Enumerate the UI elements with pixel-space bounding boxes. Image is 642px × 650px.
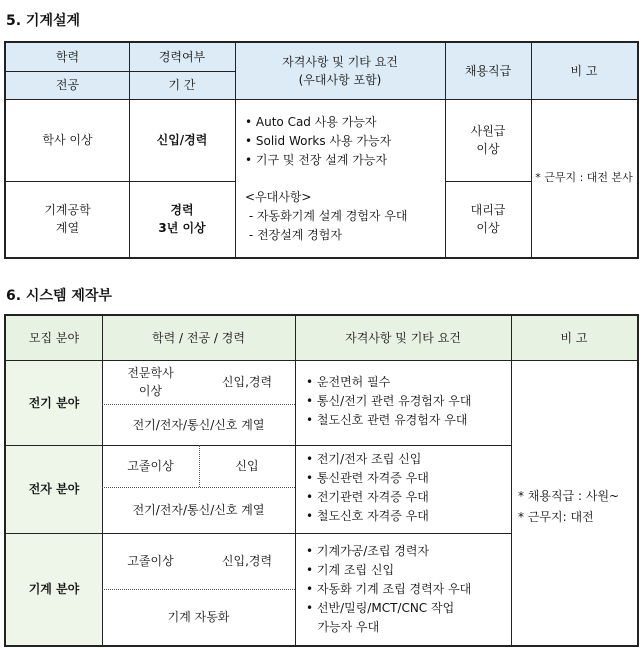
mechanical-experience: 신입,경력: [221, 554, 273, 568]
qualification-item: • 기계가공/조립 경력자: [306, 544, 430, 558]
qualification-item: • 운전면허 필수: [306, 375, 391, 389]
rank-1-line2: 이상: [476, 142, 500, 156]
electric-major: 전기/전자/통신/신호 계열: [132, 417, 265, 432]
note-rank: * 채용직급 : 사원~: [518, 489, 620, 503]
row2-major-line2: 계열: [55, 221, 80, 235]
qualification-item: • 통신/전기 관련 유경험자 우대: [306, 394, 472, 408]
qualification-item: • 선반/밀링/MCT/CNC 작업: [306, 601, 455, 615]
qualification-item: • 전기관련 자격증 우대: [306, 490, 429, 504]
electric-experience: 신입,경력: [221, 375, 273, 389]
electric-degree-line2: 이상: [138, 384, 163, 398]
row2-experience: [129, 181, 235, 257]
header-degree: 학력: [6, 43, 129, 71]
header-rank: 채용직급: [445, 43, 531, 99]
qualification-item: • 전기/전자 조립 신입: [306, 452, 422, 466]
qualification-item: • 기구 및 전장 설계 가능자: [245, 153, 388, 167]
row1-experience: 신입/경력: [156, 133, 208, 147]
header-note: 비 고: [531, 43, 637, 99]
rank-2-line1: 대리급: [470, 203, 506, 217]
mechanical-degree: 고졸이상: [127, 554, 174, 568]
qualification-item: • Solid Works 사용 가능자: [245, 134, 392, 148]
qualification-item: • 기계 조립 신입: [306, 563, 395, 577]
electronics-qualification-list: [306, 450, 429, 526]
preference-title: <우대사항>: [245, 190, 312, 204]
rank-1-line1: 사원급: [470, 124, 506, 138]
row2-experience-line1: 경력: [170, 203, 194, 217]
section-6-note: [518, 486, 619, 528]
row1-degree: 학사 이상: [42, 133, 93, 147]
header-qualification: 자격사항 및 기타 요건: [295, 316, 511, 360]
field-electronics: 전자 분야: [6, 445, 102, 533]
header-major: 전공: [6, 71, 129, 99]
electronics-experience: 신입: [235, 459, 259, 473]
rank-2: [445, 181, 531, 257]
header-experience: 경력여부: [129, 43, 235, 71]
work-location-note: * 근무지 : 대전 본사: [535, 171, 633, 184]
section-5-table: [4, 41, 639, 259]
note-location: * 근무지: 대전: [518, 510, 594, 524]
section-5-title: 5. 기계설계: [6, 13, 81, 29]
mechanical-major: 기계 자동화: [167, 610, 230, 624]
qualification-item: 가능자 우대: [306, 620, 380, 634]
qualification-item: • 철도신호 관련 유경험자 우대: [306, 413, 468, 427]
header-field: 모집 분야: [6, 316, 102, 360]
header-note: 비 고: [511, 316, 637, 360]
field-electric: 전기 분야: [6, 360, 102, 445]
qualification-item: • Auto Cad 사용 가능자: [245, 115, 377, 129]
row2-major-line1: 기계공학: [44, 203, 91, 217]
header-education: 학력 / 전공 / 경력: [102, 316, 295, 360]
qualification-list: [245, 113, 391, 170]
preference-item: - 자동화기계 설계 경험자 우대: [245, 209, 408, 223]
qualification-item: • 통신관련 자격증 우대: [306, 471, 429, 485]
row2-major: [6, 181, 129, 257]
header-qualification-text: 자격사항 및 기타 요건: [282, 55, 398, 69]
header-qualification: [235, 43, 445, 99]
electric-degree: [102, 360, 199, 404]
section-6-table: [4, 314, 639, 647]
field-mechanical: 기계 분야: [6, 533, 102, 645]
qualification-item: • 자동화 기계 조립 경력자 우대: [306, 582, 472, 596]
mechanical-qualification-list: [306, 542, 471, 637]
preference-item: - 전장설계 경험자: [245, 228, 342, 242]
header-period: 기 간: [129, 71, 235, 99]
section-6-title: 6. 시스템 제작부: [6, 288, 112, 304]
header-qualification-sub: (우대사항 포함): [298, 73, 382, 87]
qualification-item: • 철도신호 자격증 우대: [306, 509, 429, 523]
preference-list: [245, 188, 408, 245]
rank-1: [445, 99, 531, 181]
rank-2-line2: 이상: [476, 221, 500, 235]
electronics-major: 전기/전자/통신/신호 계열: [132, 503, 265, 517]
row2-experience-line2: 3년 이상: [158, 221, 206, 235]
electric-degree-line1: 전문학사: [127, 366, 174, 380]
electric-qualification-list: [306, 373, 471, 430]
electronics-degree: 고졸이상: [127, 459, 174, 473]
